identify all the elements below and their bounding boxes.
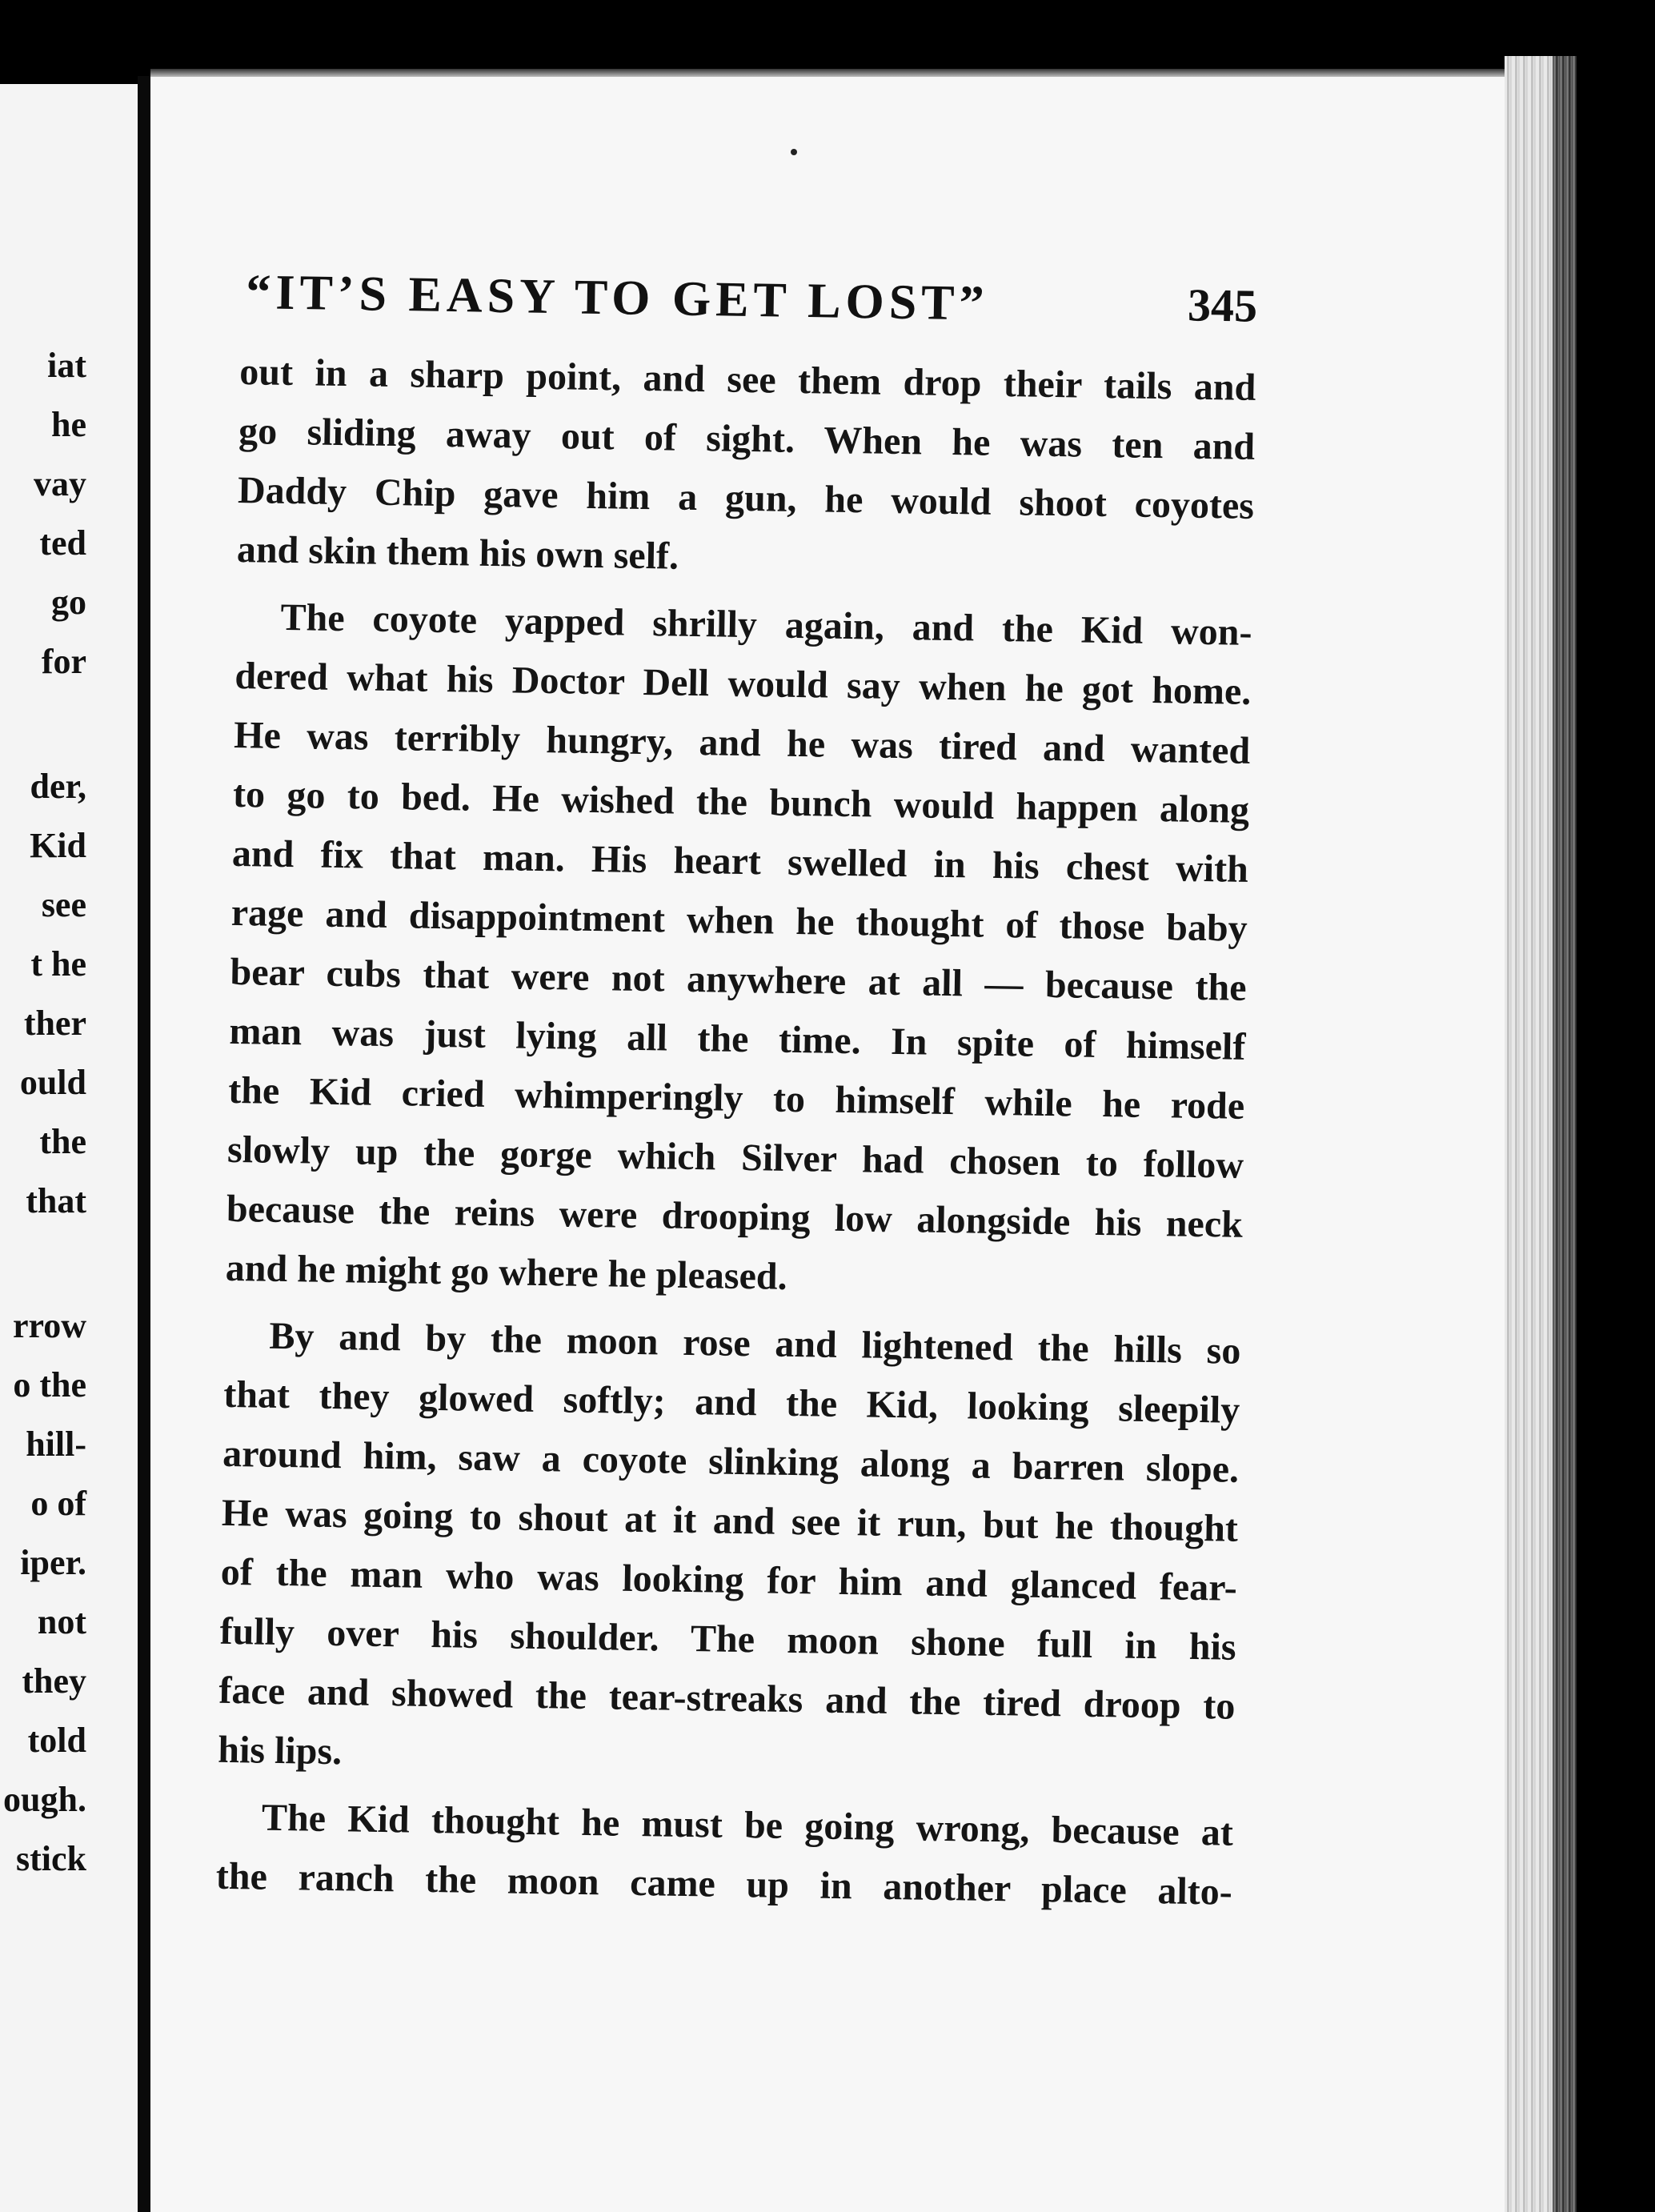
text-line: around him, saw a coyote slinking along a barren slope.: [222, 1432, 1240, 1491]
text-line: He was going to shout at it and see it run, but he thought: [221, 1491, 1239, 1550]
facing-page-text: hill-: [26, 1425, 86, 1464]
text-line: and skin them his own self.: [236, 527, 679, 578]
ink-speck: [791, 149, 797, 155]
facing-page-text: o of: [30, 1484, 86, 1523]
text-line: The Kid thought he must be going wrong, because at: [261, 1796, 1234, 1854]
text-line: of the man who was looking for him and glanced fear-: [220, 1550, 1238, 1609]
running-title: “IT’S EASY TO GET LOST”: [245, 264, 990, 331]
text-line: go sliding away out of sight. When he was ten and: [238, 409, 1256, 468]
facing-page-text: for: [41, 642, 86, 681]
facing-page-text: iat: [47, 346, 86, 385]
text-line: slowly up the gorge which Silver had chosen to follow: [226, 1128, 1244, 1187]
text-line: out in a sharp point, and see them drop their tails and: [239, 350, 1256, 409]
paragraph: [236, 343, 1256, 595]
facing-page-text: told: [27, 1721, 86, 1760]
facing-page-text: that: [26, 1181, 86, 1220]
paragraph: [218, 1306, 1241, 1796]
facing-page-text: t he: [30, 944, 86, 984]
page-number: 345: [1187, 279, 1258, 332]
text-line: face and showed the tear-streaks and the tired droop to: [218, 1669, 1236, 1728]
facing-page-text: ough.: [3, 1780, 86, 1819]
text-line: Daddy Chip gave him a gun, he would shoot coyotes: [237, 468, 1255, 527]
facing-page-text: he: [51, 405, 86, 444]
text-line: rage and disappointment when he thought of those baby: [230, 891, 1248, 950]
text-line: the ranch the moon came up in another place alto-: [215, 1854, 1233, 1913]
text-line: to go to bed. He wished the bunch would happen along: [232, 772, 1250, 832]
text-line: man was just lying all the time. In spite of himself: [229, 1009, 1246, 1068]
facing-page-text: go: [51, 583, 86, 622]
text-line: By and by the moon rose and lightened the hills so: [269, 1314, 1241, 1372]
facing-page-text: Kid: [30, 826, 86, 865]
facing-page-text: iper.: [20, 1543, 86, 1582]
body-text: [215, 343, 1256, 1922]
text-line: He was terribly hungry, and he was tired and wanted: [233, 713, 1251, 772]
text-line: that they glowed softly; and the Kid, looking sleepily: [222, 1372, 1240, 1432]
facing-page-text: not: [37, 1602, 86, 1641]
page-stack-shadow: [1553, 56, 1577, 2212]
text-line: his lips.: [217, 1728, 343, 1773]
text-line: dered what his Doctor Dell would say when he got home.: [234, 654, 1252, 713]
facing-page-fragment: [0, 84, 138, 2212]
facing-page-text: the: [39, 1122, 86, 1161]
facing-page-text: ould: [19, 1063, 86, 1102]
facing-page-text: rrow: [12, 1306, 86, 1345]
text-line: bear cubs that were not anywhere at all — because the: [230, 950, 1247, 1009]
facing-page-text: stick: [16, 1839, 86, 1878]
facing-page-text: they: [22, 1661, 86, 1701]
text-line: The coyote yapped shrilly again, and the Kid won-: [280, 595, 1252, 654]
facing-page-text: o the: [13, 1365, 86, 1405]
text-line: the Kid cried whimperingly to himself while he rode: [227, 1068, 1245, 1128]
page-top-edge: [150, 69, 1559, 77]
text-line: fully over his shoulder. The moon shone full in his: [219, 1609, 1236, 1669]
facing-page-text: der,: [30, 767, 86, 806]
book-gutter: [138, 76, 150, 2212]
text-line: because the reins were drooping low alongside his neck: [226, 1187, 1244, 1246]
facing-page-text: ther: [23, 1004, 86, 1043]
paragraph: [215, 1788, 1233, 1922]
paragraph: [225, 587, 1252, 1314]
facing-page-text: see: [41, 885, 86, 924]
text-line: and he might go where he pleased.: [225, 1246, 787, 1298]
facing-page-text: ted: [39, 523, 86, 563]
facing-page-text: vay: [34, 464, 86, 503]
text-line: and fix that man. His heart swelled in his chest with: [231, 832, 1249, 891]
